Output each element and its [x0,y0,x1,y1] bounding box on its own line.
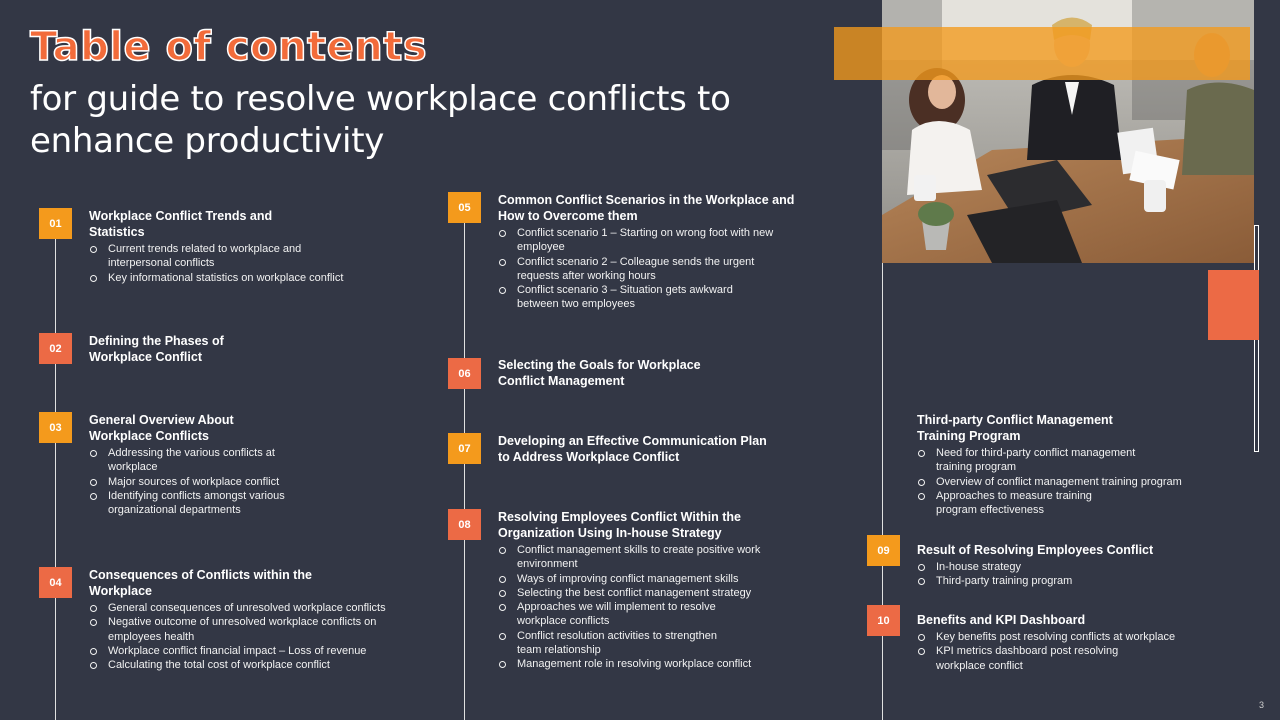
section-title: Consequences of Conflicts within the Workplace [89,568,312,598]
section-title: Common Conflict Scenarios in the Workplace and How to Overcome them [498,193,795,223]
section-bullets [89,601,429,672]
section-title: Workplace Conflict Trends and Statistics [89,209,273,239]
bullet: Key benefits post resolving conflicts at workplace [917,630,1217,644]
bullet: Management role in resolving workplace conflict [498,657,798,671]
toc-section-01[interactable] [89,208,389,285]
bullet: Overview of conflict management training program [917,475,1227,489]
toc-section-10[interactable] [917,612,1217,673]
section-title: Defining the Phases of Workplace Conflict [89,334,224,364]
section-number-08: 08 [448,509,481,540]
bullet: Third-party training program [917,574,1217,588]
section-number-04: 04 [39,567,72,598]
section-title: Resolving Employees Conflict Within the Organization Using In-house Strategy [498,510,741,540]
bullet: Key informational statistics on workplace conflict [89,271,389,285]
bullet: Major sources of workplace conflict [89,475,329,489]
section-title: General Overview About Workplace Conflicts [89,413,234,443]
bullet: Addressing the various conflicts at workplace [89,446,289,475]
section-title: Third-party Conflict Management Training Program [917,413,1113,443]
bullet: In-house strategy [917,560,1217,574]
timeline-line-right [882,263,883,720]
section-title: Benefits and KPI Dashboard [917,613,1086,627]
bullet: Conflict scenario 2 – Colleague sends the urgent requests after working hours [498,255,783,284]
section-bullets [89,242,389,285]
toc-section-09[interactable] [917,542,1217,589]
section-bullets [498,226,798,312]
section-number-06: 06 [448,358,481,389]
bullet: Current trends related to workplace and interpersonal conflicts [89,242,329,271]
bullet: Negative outcome of unresolved workplace conflicts on employees health [89,615,409,644]
section-bullets [917,560,1217,589]
toc-section-06[interactable] [498,357,738,389]
bullet: Selecting the best conflict management strategy [498,586,798,600]
section-title: Result of Resolving Employees Conflict [917,543,1154,557]
toc-section-08[interactable] [498,509,798,672]
red-accent-block [1208,270,1259,340]
toc-section-03[interactable] [89,412,329,517]
bullet: Approaches to measure training program effectiveness [917,489,1117,518]
section-number-05: 05 [448,192,481,223]
bullet: Conflict scenario 1 – Starting on wrong foot with new employee [498,226,783,255]
section-title: Developing an Effective Communication Plan to Address Workplace Conflict [498,434,767,464]
page-subtitle: for guide to resolve workplace conflicts to enhance productivity [30,79,731,161]
section-number-01: 01 [39,208,72,239]
section-bullets [89,446,329,517]
bullet: Ways of improving conflict management skills [498,572,798,586]
bullet: Need for third-party conflict management training program [917,446,1157,475]
toc-section-07[interactable] [498,433,773,465]
section-number-03: 03 [39,412,72,443]
toc-section-third-party[interactable] [917,412,1227,517]
bullet: Calculating the total cost of workplace conflict [89,658,429,672]
toc-section-05[interactable] [498,192,798,312]
bullet: Workplace conflict financial impact – Loss of revenue [89,644,429,658]
section-number-09: 09 [867,535,900,566]
toc-section-04[interactable] [89,567,429,672]
bullet: KPI metrics dashboard post resolving workplace conflict [917,644,1142,673]
section-bullets [917,630,1217,673]
bullet: Identifying conflicts amongst various organizational departments [89,489,309,518]
bullet: Approaches we will implement to resolve workplace conflicts [498,600,733,629]
page-title: Table of contents [30,24,428,70]
bullet: General consequences of unresolved workplace conflicts [89,601,429,615]
orange-accent-bar [834,27,1250,80]
section-bullets [498,543,798,672]
page-number: 3 [1258,700,1264,710]
bullet: Conflict resolution activities to strengthen team relationship [498,629,738,658]
bullet: Conflict scenario 3 – Situation gets awkward between two employees [498,283,768,312]
section-number-07: 07 [448,433,481,464]
section-bullets [917,446,1227,517]
toc-section-02[interactable] [89,333,249,365]
section-title: Selecting the Goals for Workplace Conflict Management [498,358,701,388]
section-number-02: 02 [39,333,72,364]
section-number-10: 10 [867,605,900,636]
bullet: Conflict management skills to create positive work environment [498,543,763,572]
timeline-line-left [55,208,56,720]
